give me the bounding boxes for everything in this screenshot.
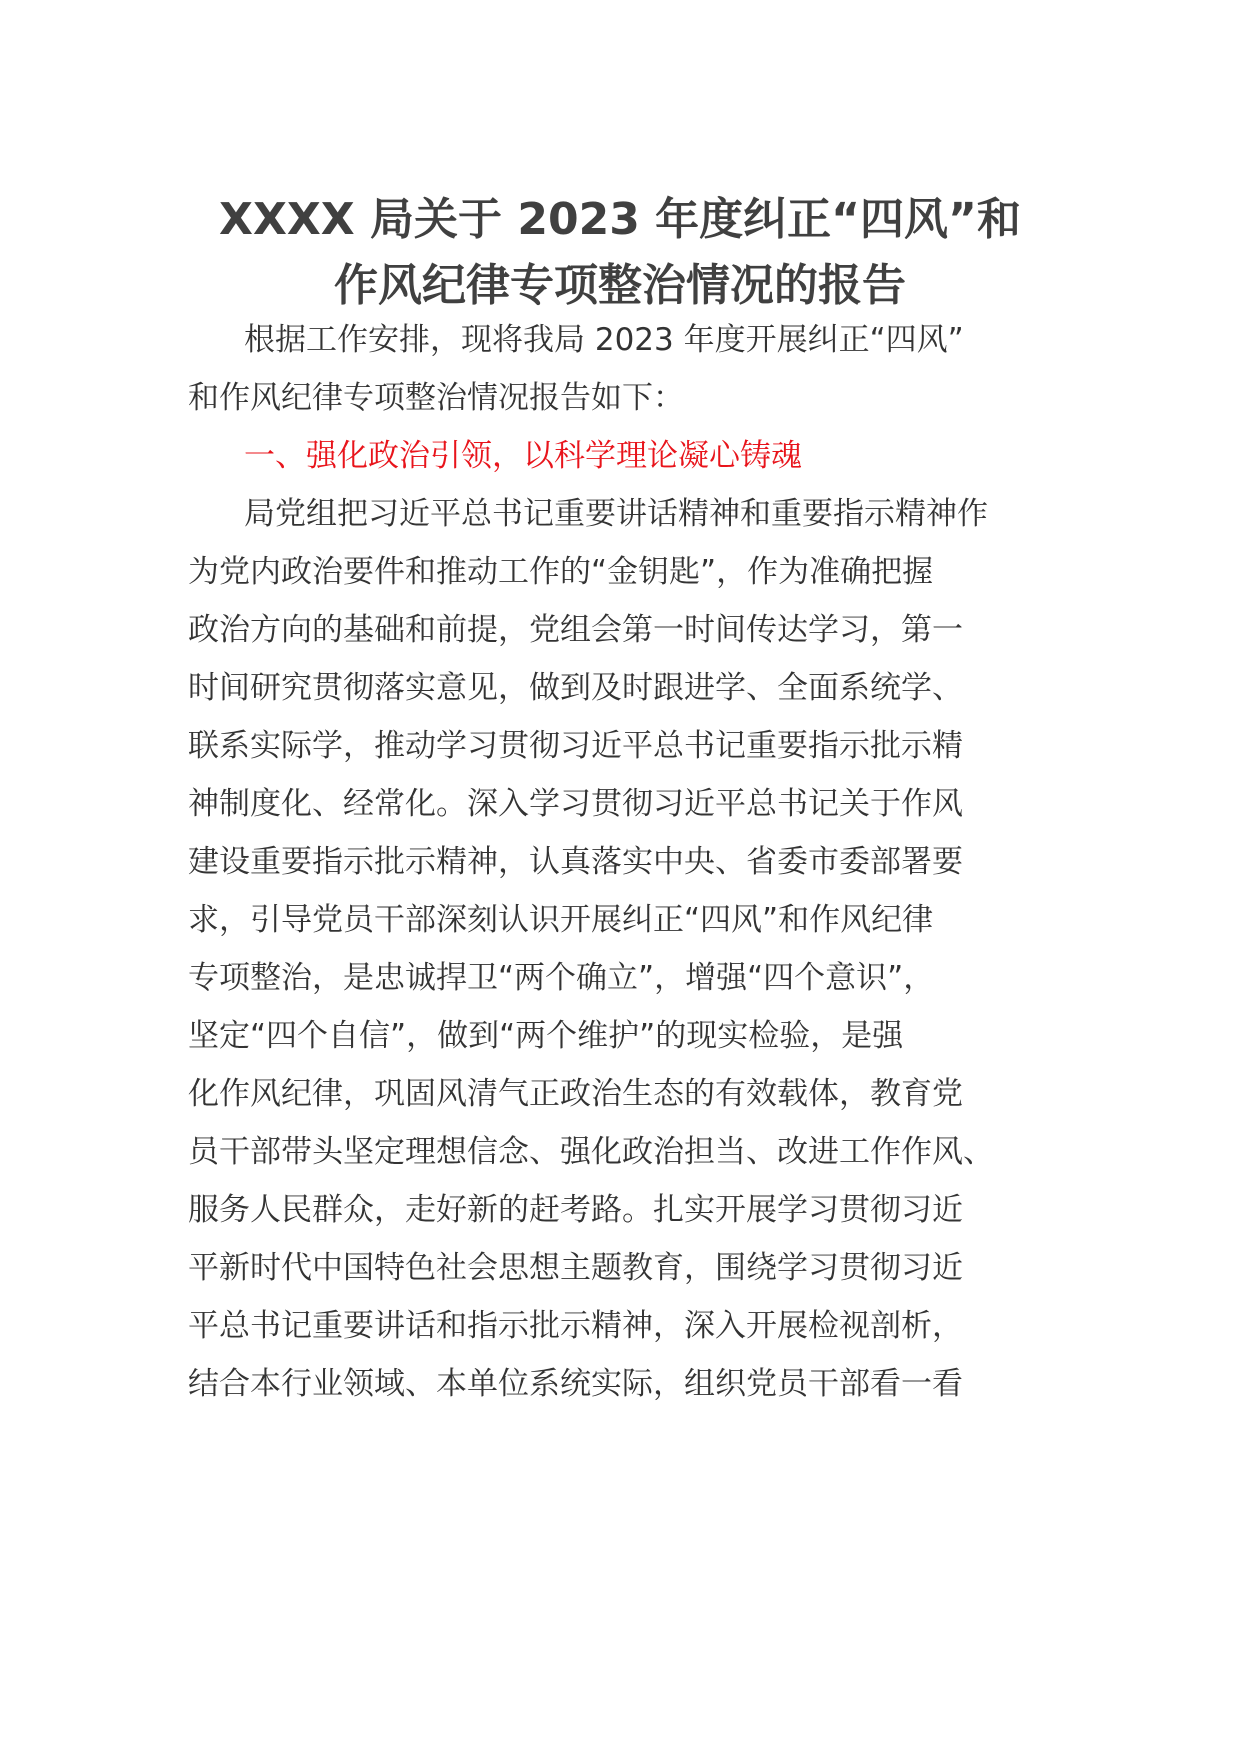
- body-line: 平新时代中国特色社会思想主题教育，围绕学习贯彻习近: [188, 1250, 963, 1286]
- intro-line-2: 和作风纪律专项整治情况报告如下：: [188, 380, 684, 416]
- body-line: 平总书记重要讲话和指示批示精神，深入开展检视剖析，: [188, 1308, 963, 1344]
- body-line: 神制度化、经常化。深入学习贯彻习近平总书记关于作风: [188, 786, 963, 822]
- body-line: 政治方向的基础和前提，党组会第一时间传达学习，第一: [188, 612, 963, 648]
- document-title-line-2: 作风纪律专项整治情况的报告: [334, 260, 906, 311]
- body-line: 联系实际学，推动学习贯彻习近平总书记重要指示批示精: [188, 728, 963, 764]
- body-line: 员干部带头坚定理想信念、强化政治担当、改进工作作风、: [188, 1134, 994, 1170]
- body-line: 时间研究贯彻落实意见，做到及时跟进学、全面系统学、: [188, 670, 963, 706]
- intro-line-1: 根据工作安排，现将我局 2023 年度开展纠正“四风”: [244, 322, 964, 358]
- body-line: 结合本行业领域、本单位系统实际，组织党员干部看一看: [188, 1366, 963, 1402]
- body-line: 化作风纪律，巩固风清气正政治生态的有效载体，教育党: [188, 1076, 963, 1112]
- document-title-line-1: XXXX 局关于 2023 年度纠正“四风”和: [219, 194, 1021, 245]
- section-heading-1: 一、强化政治引领，以科学理论凝心铸魂: [244, 438, 802, 474]
- body-line: 求，引导党员干部深刻认识开展纠正“四风”和作风纪律: [188, 902, 934, 938]
- body-line: 服务人民群众，走好新的赶考路。扎实开展学习贯彻习近: [188, 1192, 963, 1228]
- body-line: 专项整治，是忠诚捍卫“两个确立”，增强“四个意识”，: [188, 960, 935, 996]
- body-line: 为党内政治要件和推动工作的“金钥匙”，作为准确把握: [188, 554, 934, 590]
- body-line: 局党组把习近平总书记重要讲话精神和重要指示精神作: [244, 496, 988, 532]
- body-line: 坚定“四个自信”，做到“两个维护”的现实检验，是强: [188, 1018, 904, 1054]
- body-line: 建设重要指示批示精神，认真落实中央、省委市委部署要: [188, 844, 963, 880]
